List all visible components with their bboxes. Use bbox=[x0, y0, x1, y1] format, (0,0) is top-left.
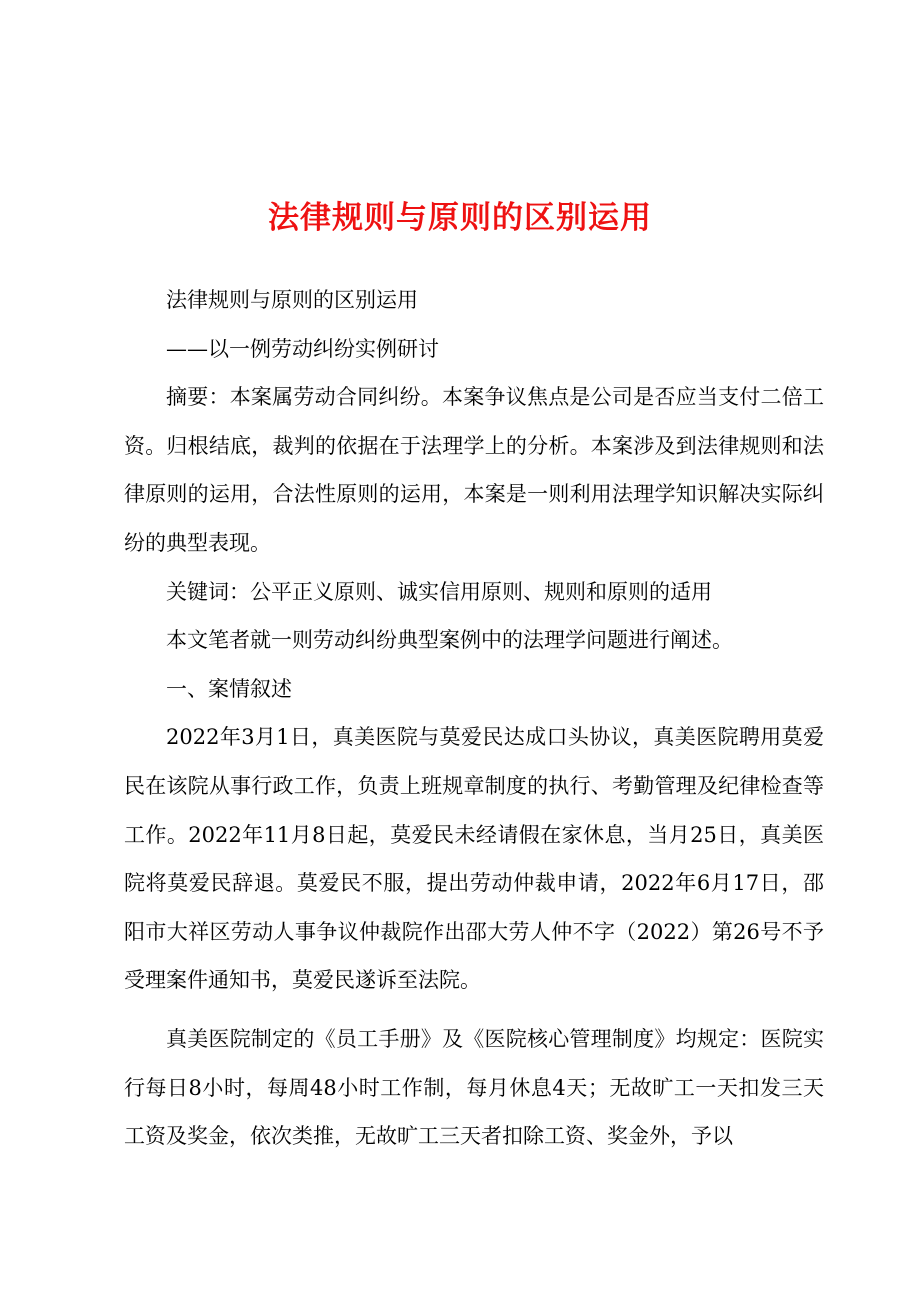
paragraph-case: 2022年3月1日，真美医院与莫爱民达成口头协议，真美医院聘用莫爱民在该院从事行政工作，负责上班规章制度的执行、考勤管理及纪律检查等工作。2022年11月8日起，莫爱民未经请假在家休息，当月25日，真美医院将莫爱民辞退。莫爱民不服，提出劳动仲裁申请，2022年6月17日，邵阳市大祥区劳动人事争议仲裁院作出邵大劳人仲不字（2022）第26号不予受理案件通知书，莫爱民遂诉至法院。 bbox=[124, 725, 824, 993]
paragraph-subtitle: 法律规则与原则的区别运用 bbox=[166, 288, 418, 312]
paragraph-intro: 本文笔者就一则劳动纠纷典型案例中的法理学问题进行阐述。 bbox=[166, 628, 733, 653]
document-body bbox=[124, 276, 824, 1161]
paragraph-abstract: 摘要：本案属劳动合同纠纷。本案争议焦点是公司是否应当支付二倍工资。归根结底，裁判的依据在于法理学上的分析。本案涉及到法律规则和法律原则的运用，合法性原则的运用，本案是一则利用法理学知识解决实际纠纷的典型表现。 bbox=[124, 385, 824, 555]
paragraph-rules: 真美医院制定的《员工手册》及《医院核心管理制度》均规定：医院实行每日8小时，每周48小时工作制，每月休息4天；无故旷工一天扣发三天工资及奖金，依次类推，无故旷工三天者扣除工资、奖金外，予以 bbox=[124, 1026, 824, 1149]
document-title: 法律规则与原则的区别运用 bbox=[268, 200, 652, 236]
paragraph-subheading: ——以一例劳动纠纷实例研讨 bbox=[166, 336, 439, 361]
section-heading: 一、案情叙述 bbox=[166, 676, 292, 701]
paragraph-keywords: 关键词：公平正义原则、诚实信用原则、规则和原则的适用 bbox=[166, 579, 712, 604]
